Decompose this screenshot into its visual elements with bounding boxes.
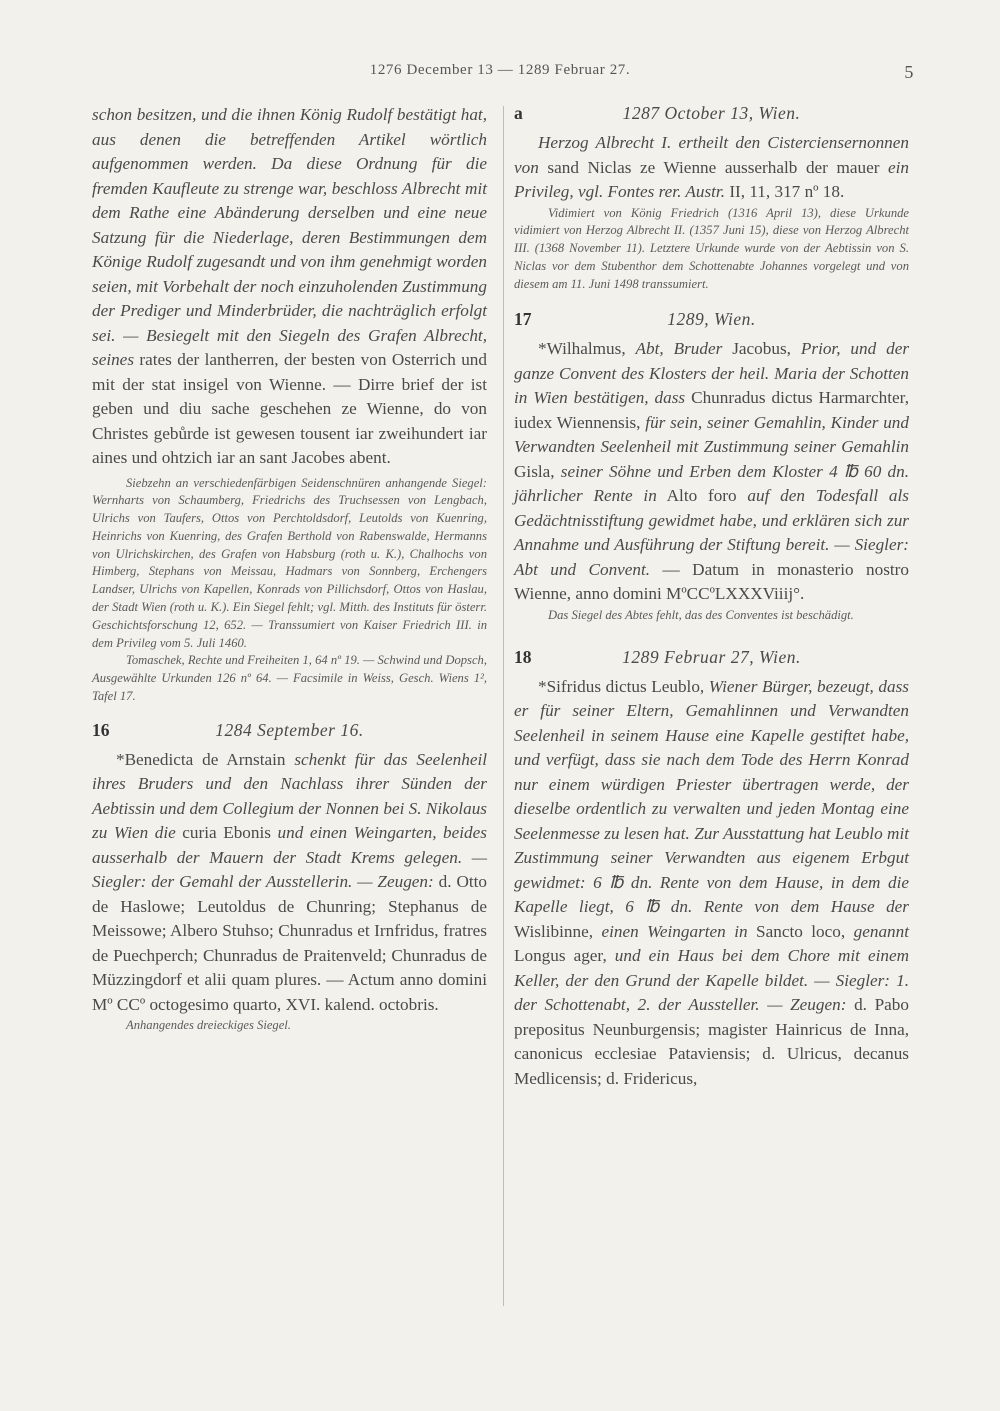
entry-number: 17 [514,309,532,330]
entry-text-roman: sand Niclas ze Wienne ausserhalb der mauer [538,157,888,177]
entry-16-heading [92,720,487,748]
entry-text-italic: und ein Haus bei dem Chore mit einem Keller, der den Grund der Kapelle bildet. — Siegler: 1. der Schottenabt, 2. der Aussteller. — Zeugen: [514,946,909,1015]
running-header [0,62,1000,86]
entry-text-roman: *Sifridus dictus Leublo, [538,676,709,696]
entry-text-roman: Alto foro [656,486,748,506]
entry-text-italic: Prior, und der ganze Convent des Klosters der heil. Maria der Schotten in Wien bestätigen, dass [514,339,910,408]
entry-number: a [514,103,523,123]
entry-text-italic: Wiener Bürger, bezeugt, dass er für seiner Eltern, Gemahlinnen und Verwandten Seelenheil in seinem Hause eine Kapelle gestiftet habe, und verfügt, dass sie nach dem Tode des Herrn Konrad nur einem würdigen Priester übertragen werde, der dieselbe ordentlich zu verwalten und jeden Montag eine Seelenmesse zu lesen hat. Zur Ausstattung hat Leublo mit Zustimmung seiner Verwandten aus eigenem Erbgut gewidmet: 6 ℔ dn. Rente von dem Hause, in dem die Kapelle liegt, 6 ℔ dn. Rente von dem Hause der [514,676,909,917]
entry-16-text [92,748,487,1018]
entry-text-italic: einen Weingarten in [601,921,748,941]
entry-text-roman: — Datum in monasterio nostro Wienne, anno domini MºCCºLXXXViiij°. [514,559,909,604]
entry-text-italic: für sein, seiner Gemahlin, Kinder und Verwandten Seelenheil mit Zustimmung seiner Gemahlin [514,412,909,457]
entry-18-text [514,675,909,1092]
entry-17-heading [514,309,909,337]
entry-date: 1289 Februar 27, Wien. [622,646,801,667]
entry-text-italic: genannt [853,921,909,941]
seal-note: Siebzehn an verschiedenfärbigen Seidenschnüren anhangende Siegel: Wernharts von Schaumberg, Friedrichs des Truchsessen von Lengbach, Ulrichs von Taufers, Ottos von Perchtoldsdorf, Leutolds von Kuenring, Heinrichs von Kuenring, des Grafen Berthold von Rabenswalde, Hermanns von Ulrichskirchen, des Grafen von Habsburg (roth u. K.), Chalhochs von Himberg, Stephans von Meissau, Hadmars von Sonnberg, Erchengers Landser, Ulrichs von Kapellen, Konrads von Pillichsdorf, Ottos von Haslau, der Stadt Wien (roth u. K.). Ein Siegel fehlt; vgl. Mitth. des Instituts für österr. Geschichtsforschung 12, 652. — Transsumiert von Kaiser Friedrich III. in dem Privileg vom 5. Juli 1460. [92,475,487,650]
entry-text-roman: Jacobus, [722,339,801,359]
entry-17-note: Das Siegel des Abtes fehlt, das des Conventes ist beschädigt. [548,607,854,622]
entry-text-roman: curia Ebonis [175,823,278,843]
entry-date: 1287 October 13, Wien. [622,103,801,123]
entry-a-heading [514,103,909,131]
left-column [92,103,487,1035]
entry-text-roman: d. Otto de Haslowe; Leutoldus de Chunring; Stephanus de Meissowe; Albero Stuhso; Chunradus et Irnfridus, fratres de Puechperch; Chunradus de Praitenveld; Chunradus de Müzzingdorf et alii quam plures. — Actum anno domini Mº CCº octogesimo quarto, XVI. kalend. octobris. [92,872,487,1014]
paragraph-quoted-text: rates der lantherren, der besten von Osterrich und mit der stat insigel von Wienne. — Dirre brief der ist geben und diu sache geschehen ze Wienne, do von Christes gebůrde ist gewesen tousent iar zweihundert iar aines und ohtzich iar an sant Jacobes abent. [92,350,487,467]
entry-text-italic: ein Privileg, vgl. Fontes rer. Austr. [514,157,909,201]
entry-text-roman: d. Pabo prepositus Neunburgensis; magister Hainricus de Inna, canonicus ecclesiae Pataviensis; d. Ulricus, decanus Medlicensis; d. Fridericus, [514,995,909,1088]
entry-text-italic: schenkt für das Seelenheil ihres Bruders und den Nachlass ihrer Sünden der Aebtissin und dem Collegium der Nonnen bei S. Nikolaus zu Wien die [92,749,487,843]
entry-text-roman: Gisla, [514,461,561,481]
entry-text-roman: Sancto loco, [747,921,854,941]
entry-text-italic: und einen Weingarten, beides ausserhalb der Mauern der Stadt Krems gelegen. — Siegler: der Gemahl der Ausstellerin. — Zeugen: [92,823,487,892]
entry-date: 1289, Wien. [667,309,756,330]
entry-text-italic: seiner Söhne und Erben dem Kloster 4 ℔ 60 dn. jährlicher Rente in [514,461,910,506]
entry-date: 1284 September 16. [215,719,364,740]
column-divider [503,106,504,1306]
entry-text-roman: *Wilhalmus, [538,339,636,359]
entry-text-italic: auf den Todesfall als Gedächtnisstiftung gewidmet habe, und erklären sich zur Annahme und Ausführung der Stiftung bereit. — Siegler: Abt und Convent. [514,486,909,579]
entry-a-note: Vidimiert von König Friedrich (1316 April 13), diese Urkunde vidimiert von Herzog Albrecht II. (1357 Juni 15), diese von Herzog Albrecht III. (1368 November 11). Letztere Urkunde wurde von der Aebtissin von S. Niclas vor dem Stubenthor dem Schottenabte Johannes vorgelegt und von diesem am 11. Juni 1498 transsumiert. [514,205,909,291]
entry-text-roman: Longus ager, [514,946,615,966]
running-title: 1276 December 13 — 1289 Februar 27. [369,62,631,78]
entry-text-italic: Abt, Bruder [635,339,723,359]
entry-number: 16 [92,719,110,740]
entry-text-italic: Herzog Albrecht I. ertheilt den Cisterciensernonnen von [514,133,909,177]
reference-note: Tomaschek, Rechte und Freiheiten 1, 64 nº 19. — Schwind und Dopsch, Ausgewählte Urkunden 126 nº 64. — Facsimile in Weiss, Gesch. Wiens 1², Tafel 17. [92,653,487,704]
entry-a-text [514,131,909,205]
entry-number: 18 [514,646,532,667]
page-number: 5 [904,62,914,82]
right-column [514,103,909,1091]
entry-17-text [514,337,909,607]
entry-text-roman: Chunradus dictus Harmarchter, iudex Wiennensis, [514,388,909,432]
entry-16-note: Anhangendes dreieckiges Siegel. [126,1018,291,1033]
entry-text-roman: II, 11, 317 nº 18. [725,182,845,201]
entry-text-roman: Wislibinne, [514,921,602,941]
entry-text-roman: *Benedicta de Arnstain [116,749,295,769]
paragraph-italic-text: schon besitzen, und die ihnen König Rudolf bestätigt hat, aus denen die betreffenden Artikel wörtlich aufgenommen werden. Da diese Ordnung für die fremden Kaufleute zu strenge war, beschloss Albrecht mit dem Rathe eine Abänderung derselben und eine neue Satzung für die Niederlage, deren Bestimmungen dem Könige Rudolf zugesandt und von ihm genehmigt worden seien, mit Vorbehalt der noch einzuholenden Zustimmung der Prediger und Minderbrüder, die nachträglich erfolgt sei. — Besiegelt mit den Siegeln des Grafen Albrecht, seines [92,105,487,369]
entry-18-heading [514,647,909,675]
continued-paragraph [92,103,487,471]
